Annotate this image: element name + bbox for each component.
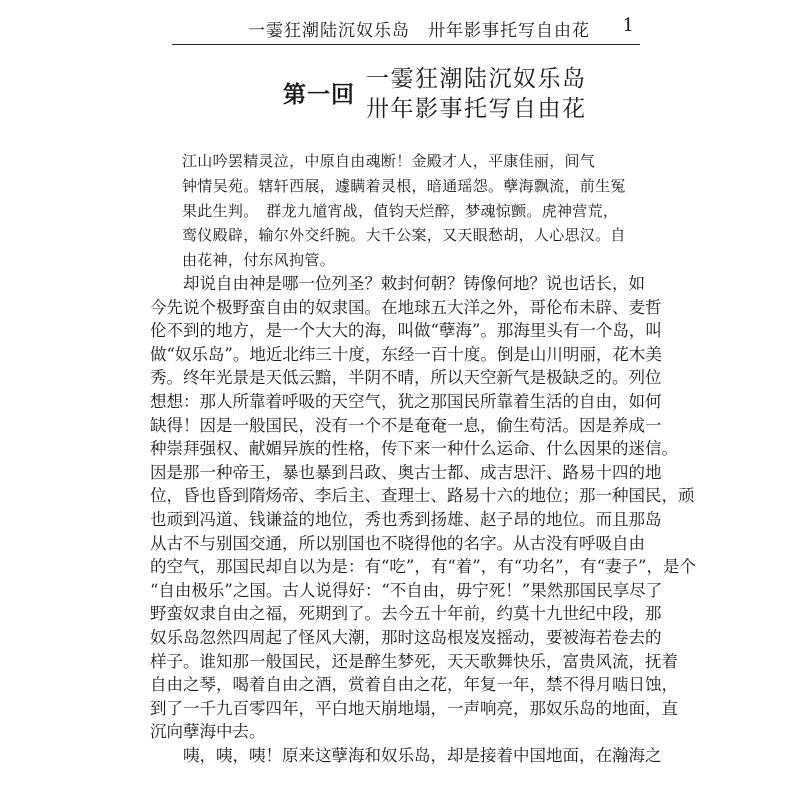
body-line: 缺得！因是一般国民，没有一个不是奄奄一息，偷生苟活。因是养成一 [150,415,662,435]
page-number: 1 [622,15,634,36]
running-title: 一霎狂潮陆沉奴乐岛 卅年影事托写自由花 [248,21,590,41]
body-line: 位，昏也昏到隋炀帝、李后主、查理士、路易十六的地位；那一种国民，顽 [150,486,695,506]
body-text [150,272,696,767]
body-line: “自由极乐”之国。古人说得好：“不自由，毋宁死！”果然那国民享尽了 [150,580,663,600]
body-line: 样子。谁知那一般国民，还是醉生梦死，天天歌舞快乐，富贵风流，抚着 [150,651,678,671]
body-line: 想想：那人所靠着呼吸的天空气，犹之那国民所靠着生活的自由，如何 [150,391,662,411]
chapter-label: 第一回 [283,82,355,108]
verse-line: 由花神，付东风拘管。 [182,251,336,270]
body-line: 沉向孽海中去。 [150,722,266,742]
body-line: 种崇拜强权、献媚异族的性格，传下来一种什么运命、什么因果的迷信。 [150,439,678,459]
opening-verse [182,149,652,273]
chapter-title [366,64,587,124]
verse-line: 鸾仪殿辟，输尔外交纤腕。大千公案，又天眼愁胡，人心思汉。自 [182,226,626,245]
chapter-title-line: 卅年影事托写自由花 [366,96,587,122]
chapter-title-line: 一霎狂潮陆沉奴乐岛 [366,66,587,92]
body-line: 秀。终年光景是天低云黯，半阴不晴，所以天空新气是极缺乏的。列位 [150,368,662,388]
verse-line: 果此生判。 群龙九馗宵战，值钧天烂醉，梦魂惊颤。虎神营荒， [182,201,619,220]
body-line: 做“奴乐岛”。地近北纬三十度，东经一百十度。倒是山川明丽，花木美 [150,344,662,364]
body-line: 今先说个极野蛮自由的奴隶国。在地球五大洋之外，哥伦布未辟、麦哲 [150,297,662,317]
running-header [172,12,640,45]
body-line: 却说自由神是哪一位列圣？敕封何朝？铸像何地？说也话长，如 [150,274,645,293]
body-line: 伦不到的地方，是一个大大的海，叫做“孽海”。那海里头有一个岛，叫 [150,321,662,341]
body-line: 野蛮奴隶自由之福，死期到了。去今五十年前，约莫十九世纪中段，那 [150,604,662,624]
verse-line: 钟情吴苑。辖轩西展，遽瞒着灵根，暗通瑶怨。孽海飘流，前生冤 [182,176,626,195]
body-line: 奴乐岛忽然四周起了怪风大潮，那时这岛根岌岌摇动，要被海若卷去的 [150,627,662,647]
body-line: 也顽到冯道、钱谦益的地位，秀也秀到扬雄、赵子昂的地位。而且那岛 [150,509,662,529]
body-line: 因是那一种帝王，暴也暴到吕政、奥古士都、成吉思汗、路易十四的地 [150,462,662,482]
body-line: 咦，咦，咦！原来这孽海和奴乐岛，却是接着中国地面，在瀚海之 [150,745,662,765]
body-line: 从古不与别国交通，所以别国也不晓得他的名字。从古没有呼吸自由 [150,533,645,553]
body-line: 到了一千九百零四年，平白地天崩地塌，一声响亮，那奴乐岛的地面，直 [150,698,678,718]
body-line: 自由之琴，喝着自由之酒，赏着自由之花，年复一年，禁不得月啮日蚀， [150,675,678,695]
body-line: 的空气，那国民却自以为是：有“吃”，有“着”，有“功名”，有“妻子”，是个 [150,557,696,577]
verse-line: 江山吟罢精灵泣，中原自由魂断！金殿才人，平康佳丽，间气 [182,152,596,170]
